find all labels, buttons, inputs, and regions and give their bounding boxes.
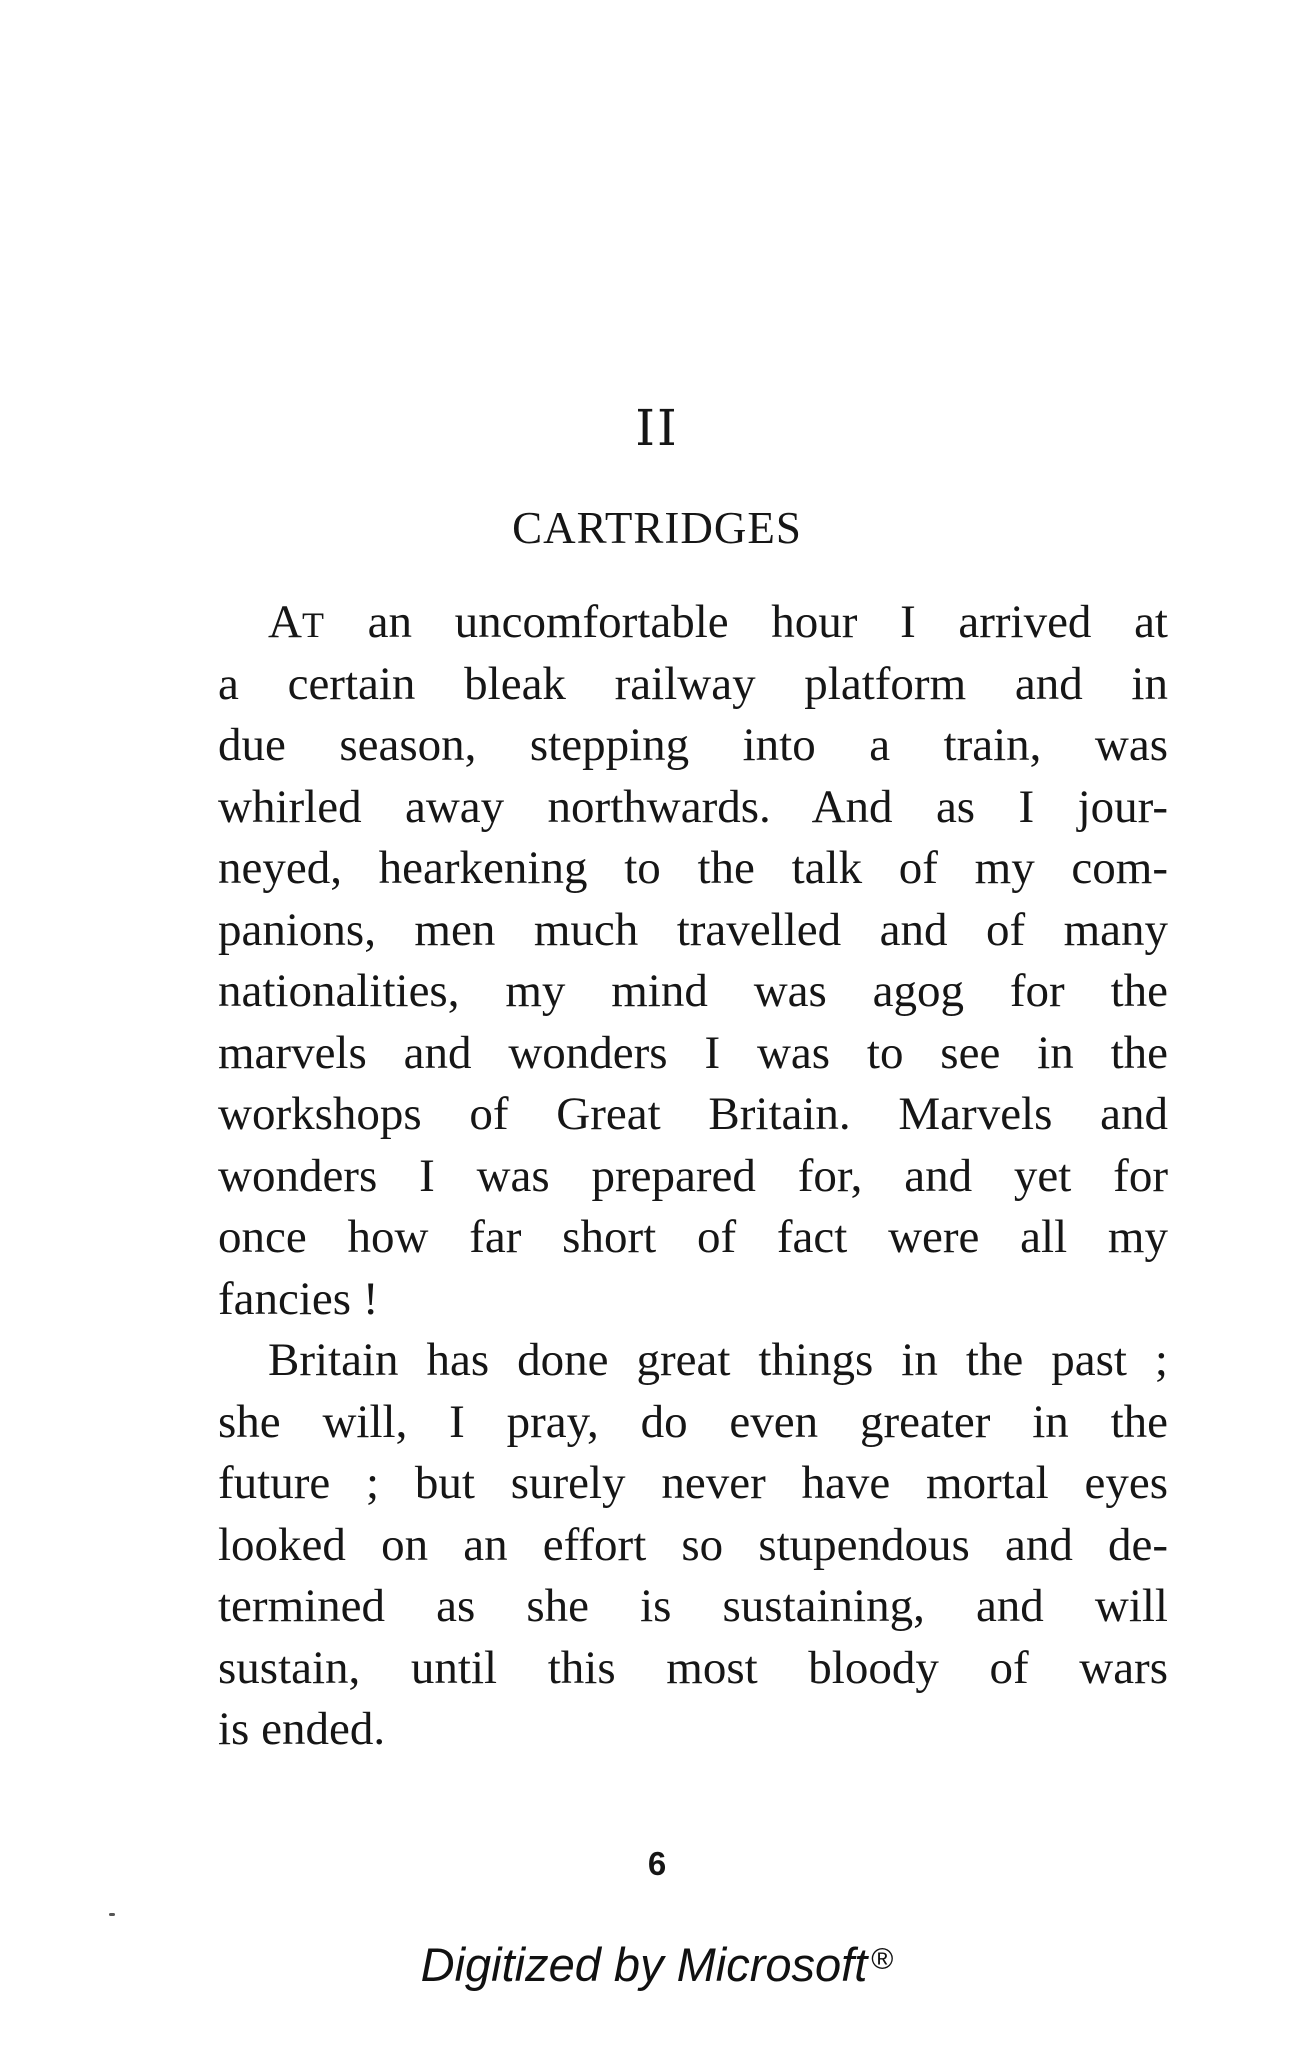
chapter-body: [218, 592, 1168, 1761]
text-line: she will, I pray, do even greater in the: [218, 1395, 1168, 1448]
registered-icon: ®: [871, 1943, 894, 1976]
text-line: wonders I was prepared for, and yet for: [218, 1149, 1168, 1202]
text-line: neyed, hearkening to the talk of my com-: [218, 842, 1168, 894]
text-line: Britain has done great things in the past ;: [268, 1334, 1168, 1386]
digitization-watermark: [0, 1930, 1314, 1995]
text-line: a certain bleak railway platform and in: [218, 657, 1168, 710]
text-line: marvels and wonders I was to see in the: [218, 1026, 1168, 1079]
scan-speck: [109, 1913, 115, 1916]
text-line: an uncomfortable hour I arrived at: [324, 596, 1168, 648]
paragraph-1-line-1: [218, 592, 1168, 654]
text-line: panions, men much travelled and of many: [218, 903, 1168, 956]
watermark-text: Digitized by Microsoft: [420, 1938, 868, 1991]
text-line: is ended.: [218, 1703, 386, 1755]
text-line: fancies !: [218, 1272, 379, 1325]
chapter-title: CARTRIDGES: [512, 503, 802, 553]
small-caps-rest: T: [301, 605, 325, 645]
text-line: nationalities, my mind was agog for the: [218, 965, 1168, 1017]
text-line: looked on an effort so stupendous and de-: [218, 1518, 1168, 1571]
chapter-number: II: [635, 399, 679, 457]
text-line: future ; but surely never have mortal eyes: [218, 1457, 1168, 1509]
text-line: once how far short of fact were all my: [218, 1211, 1168, 1263]
text-line: whirled away northwards. And as I jour-: [218, 780, 1168, 833]
text-line: sustain, until this most bloody of wars: [218, 1641, 1168, 1694]
text-line: termined as she is sustaining, and will: [218, 1580, 1168, 1632]
text-line: due season, stepping into a train, was: [218, 719, 1168, 771]
small-caps-initial: A: [268, 596, 302, 648]
page-number: 6: [647, 1845, 667, 1882]
text-line: workshops of Great Britain. Marvels and: [218, 1088, 1168, 1140]
